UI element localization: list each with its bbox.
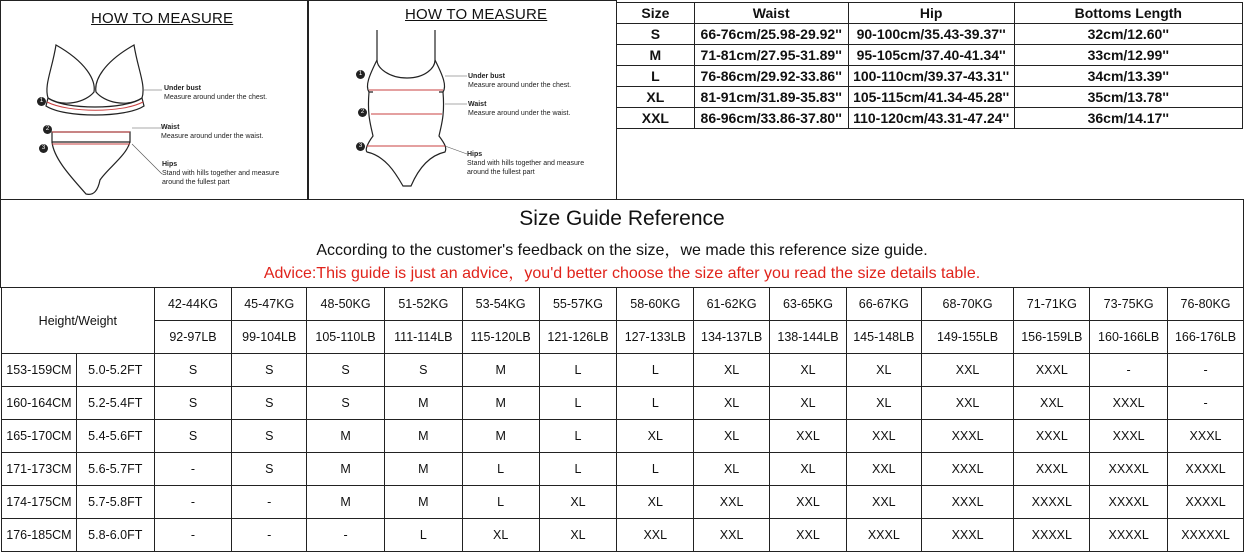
- weight-lb-header: 121-126LB: [539, 321, 617, 354]
- size-cell: XXXL: [921, 453, 1014, 486]
- height-weight-corner-label: Height/Weight: [2, 288, 155, 354]
- size-cell: S: [307, 387, 385, 420]
- weight-lb-header: 149-155LB: [921, 321, 1014, 354]
- size-cell: XXXL: [1090, 420, 1168, 453]
- table-header-row: [617, 3, 1243, 24]
- size-cell: L: [617, 354, 694, 387]
- how-to-measure-title: HOW TO MEASURE: [91, 10, 234, 27]
- size-cell: XL: [617, 486, 694, 519]
- table-cell: 34cm/13.39'': [1014, 66, 1242, 87]
- size-cell: M: [462, 387, 539, 420]
- bottoms-length-header: Bottoms Length: [1014, 3, 1242, 24]
- size-cell: XXL: [921, 387, 1014, 420]
- height-ft-cell: 5.4-5.6FT: [76, 420, 154, 453]
- size-cell: XXXXL: [1014, 486, 1090, 519]
- step-3-badge: 3: [39, 144, 48, 153]
- table-cell: 32cm/12.60'': [1014, 24, 1242, 45]
- weight-kg-header: 66-67KG: [846, 288, 921, 321]
- weight-kg-header: 61-62KG: [694, 288, 770, 321]
- weight-kg-header: 55-57KG: [539, 288, 617, 321]
- size-cell: S: [232, 387, 307, 420]
- size-cell: M: [307, 453, 385, 486]
- table-cell: 95-105cm/37.40-41.34'': [848, 45, 1014, 66]
- weight-kg-header: 68-70KG: [921, 288, 1014, 321]
- table-cell: XXL: [617, 108, 695, 129]
- weight-lb-header: 166-176LB: [1168, 321, 1244, 354]
- table-row: [2, 486, 1244, 519]
- size-cell: M: [384, 453, 462, 486]
- size-cell: XXXL: [1014, 354, 1090, 387]
- height-cm-cell: 165-170CM: [2, 420, 77, 453]
- height-weight-size-table: [1, 287, 1244, 552]
- step-2-badge: 2: [43, 125, 52, 134]
- size-cell: S: [307, 354, 385, 387]
- table-cell: XL: [617, 87, 695, 108]
- height-ft-cell: 5.8-6.0FT: [76, 519, 154, 552]
- table-cell: 90-100cm/35.43-39.37'': [848, 24, 1014, 45]
- kg-header-row: [2, 288, 1244, 321]
- waist-label: [468, 100, 608, 118]
- weight-lb-header: 92-97LB: [154, 321, 232, 354]
- table-cell: 71-81cm/27.95-31.89'': [694, 45, 848, 66]
- size-cell: XXL: [846, 453, 921, 486]
- label-desc: Stand with hills together and measure around the fullest part: [162, 170, 280, 186]
- weight-lb-header: 105-110LB: [307, 321, 385, 354]
- size-cell: S: [232, 354, 307, 387]
- table-cell: 81-91cm/31.89-35.83'': [694, 87, 848, 108]
- under-bust-label: [468, 72, 608, 90]
- height-cm-cell: 160-164CM: [2, 387, 77, 420]
- size-cell: XL: [462, 519, 539, 552]
- height-cm-cell: 153-159CM: [2, 354, 77, 387]
- weight-lb-header: 134-137LB: [694, 321, 770, 354]
- size-cell: M: [384, 420, 462, 453]
- size-cell: L: [539, 420, 617, 453]
- size-cell: XXL: [694, 519, 770, 552]
- size-cell: XXL: [770, 519, 847, 552]
- weight-lb-header: 111-114LB: [384, 321, 462, 354]
- step-1-badge: 1: [37, 97, 46, 106]
- size-cell: L: [539, 387, 617, 420]
- label-desc: Measure around under the chest.: [468, 82, 572, 89]
- table-row: [2, 453, 1244, 486]
- size-cell: XXL: [921, 354, 1014, 387]
- size-cell: XL: [539, 519, 617, 552]
- height-ft-cell: 5.0-5.2FT: [76, 354, 154, 387]
- size-cell: XXXL: [1014, 453, 1090, 486]
- reference-subtitle: According to the customer's feedback on the size，we made this reference size guide.: [316, 242, 928, 259]
- size-cell: XXL: [617, 519, 694, 552]
- height-ft-cell: 5.6-5.7FT: [76, 453, 154, 486]
- how-to-measure-title: HOW TO MEASURE: [405, 6, 548, 23]
- table-cell: M: [617, 45, 695, 66]
- label-name: Hips: [467, 151, 483, 158]
- waist-label: [161, 123, 301, 141]
- size-cell: M: [384, 387, 462, 420]
- size-cell: XXXXL: [1090, 519, 1168, 552]
- reference-advice: Advice:This guide is just an advice，you'd better choose the size after you read the size details table.: [263, 265, 981, 282]
- size-cell: XL: [846, 354, 921, 387]
- label-name: Under bust: [468, 73, 505, 80]
- weight-kg-header: 53-54KG: [462, 288, 539, 321]
- size-cell: S: [232, 420, 307, 453]
- size-cell: S: [154, 387, 232, 420]
- size-cell: L: [462, 486, 539, 519]
- label-desc: Stand with hills together and measure around the fullest part: [467, 160, 585, 176]
- size-cell: -: [232, 519, 307, 552]
- size-cell: L: [617, 387, 694, 420]
- size-cell: XL: [694, 420, 770, 453]
- size-cell: XXL: [694, 486, 770, 519]
- table-cell: 33cm/12.99'': [1014, 45, 1242, 66]
- weight-kg-header: 58-60KG: [617, 288, 694, 321]
- weight-lb-header: 138-144LB: [770, 321, 847, 354]
- weight-kg-header: 45-47KG: [232, 288, 307, 321]
- size-cell: XXL: [770, 420, 847, 453]
- label-desc: Measure around under the waist.: [468, 110, 571, 117]
- size-cell: M: [384, 486, 462, 519]
- size-measurement-table: [616, 2, 1243, 129]
- table-cell: 100-110cm/39.37-43.31'': [848, 66, 1014, 87]
- table-cell: 76-86cm/29.92-33.86'': [694, 66, 848, 87]
- table-row: [2, 420, 1244, 453]
- size-cell: XL: [770, 354, 847, 387]
- weight-kg-header: 42-44KG: [154, 288, 232, 321]
- size-cell: XXXL: [1014, 420, 1090, 453]
- size-cell: XXL: [1014, 387, 1090, 420]
- size-cell: XXL: [846, 420, 921, 453]
- table-row: [617, 108, 1243, 129]
- table-row: [2, 387, 1244, 420]
- size-cell: S: [154, 420, 232, 453]
- step-1-badge: 1: [356, 70, 365, 79]
- size-cell: XXXXL: [1090, 453, 1168, 486]
- table-cell: 35cm/13.78'': [1014, 87, 1242, 108]
- size-cell: XXXXL: [1168, 453, 1244, 486]
- label-desc: Measure around under the waist.: [161, 133, 264, 140]
- size-cell: XXXL: [1090, 387, 1168, 420]
- label-name: Under bust: [164, 85, 201, 92]
- label-name: Hips: [162, 161, 178, 168]
- size-cell: XL: [694, 453, 770, 486]
- lb-header-row: [2, 321, 1244, 354]
- step-3-badge: 3: [356, 142, 365, 151]
- size-cell: XXXXL: [1090, 486, 1168, 519]
- reference-title: Size Guide Reference: [519, 207, 725, 230]
- height-cm-cell: 174-175CM: [2, 486, 77, 519]
- size-cell: M: [462, 420, 539, 453]
- swimsuit-illustration: [355, 26, 475, 196]
- size-table-empty-area: [616, 133, 1244, 200]
- weight-lb-header: 99-104LB: [232, 321, 307, 354]
- size-cell: -: [154, 486, 232, 519]
- size-cell: L: [617, 453, 694, 486]
- label-name: Waist: [161, 124, 180, 131]
- size-cell: XXXL: [921, 486, 1014, 519]
- weight-kg-header: 76-80KG: [1168, 288, 1244, 321]
- size-cell: -: [1168, 354, 1244, 387]
- size-cell: M: [307, 420, 385, 453]
- size-cell: XXXL: [921, 519, 1014, 552]
- size-cell: S: [232, 453, 307, 486]
- table-cell: L: [617, 66, 695, 87]
- weight-lb-header: 127-133LB: [617, 321, 694, 354]
- height-ft-cell: 5.2-5.4FT: [76, 387, 154, 420]
- table-row: [617, 87, 1243, 108]
- size-cell: -: [154, 519, 232, 552]
- table-cell: 36cm/14.17'': [1014, 108, 1242, 129]
- table-row: [2, 354, 1244, 387]
- height-ft-cell: 5.7-5.8FT: [76, 486, 154, 519]
- weight-lb-header: 145-148LB: [846, 321, 921, 354]
- weight-kg-header: 71-71KG: [1014, 288, 1090, 321]
- size-cell: -: [1168, 387, 1244, 420]
- label-desc: Measure around under the chest.: [164, 94, 268, 101]
- size-cell: -: [1090, 354, 1168, 387]
- size-cell: XXXXXL: [1168, 519, 1244, 552]
- size-cell: L: [462, 453, 539, 486]
- size-cell: L: [539, 453, 617, 486]
- table-row: [2, 519, 1244, 552]
- weight-lb-header: 160-166LB: [1090, 321, 1168, 354]
- size-cell: XL: [770, 453, 847, 486]
- size-cell: -: [307, 519, 385, 552]
- height-cm-cell: 171-173CM: [2, 453, 77, 486]
- weight-kg-header: 73-75KG: [1090, 288, 1168, 321]
- bikini-illustration: [34, 40, 164, 200]
- size-cell: XXL: [846, 486, 921, 519]
- step-2-badge: 2: [358, 108, 367, 117]
- size-header: Size: [617, 3, 695, 24]
- size-cell: XL: [770, 387, 847, 420]
- table-cell: S: [617, 24, 695, 45]
- size-cell: S: [384, 354, 462, 387]
- size-cell: L: [384, 519, 462, 552]
- weight-lb-header: 156-159LB: [1014, 321, 1090, 354]
- size-cell: XXL: [770, 486, 847, 519]
- weight-kg-header: 63-65KG: [770, 288, 847, 321]
- weight-kg-header: 48-50KG: [307, 288, 385, 321]
- table-cell: 86-96cm/33.86-37.80'': [694, 108, 848, 129]
- size-cell: S: [154, 354, 232, 387]
- height-cm-cell: 176-185CM: [2, 519, 77, 552]
- table-cell: 66-76cm/25.98-29.92'': [694, 24, 848, 45]
- weight-kg-header: 51-52KG: [384, 288, 462, 321]
- table-row: [617, 24, 1243, 45]
- size-cell: XXXXL: [1168, 486, 1244, 519]
- size-cell: -: [232, 486, 307, 519]
- size-cell: XXXXL: [1014, 519, 1090, 552]
- waist-header: Waist: [694, 3, 848, 24]
- size-cell: XL: [694, 354, 770, 387]
- size-cell: M: [307, 486, 385, 519]
- table-row: [617, 66, 1243, 87]
- size-cell: XL: [539, 486, 617, 519]
- size-cell: XXXL: [846, 519, 921, 552]
- size-cell: XXXL: [1168, 420, 1244, 453]
- size-cell: XL: [846, 387, 921, 420]
- table-cell: 110-120cm/43.31-47.24'': [848, 108, 1014, 129]
- label-name: Waist: [468, 101, 487, 108]
- hip-header: Hip: [848, 3, 1014, 24]
- table-row: [617, 45, 1243, 66]
- weight-lb-header: 115-120LB: [462, 321, 539, 354]
- under-bust-label: [164, 84, 304, 102]
- hips-label: [162, 160, 292, 187]
- size-cell: XXXL: [921, 420, 1014, 453]
- table-cell: 105-115cm/41.34-45.28'': [848, 87, 1014, 108]
- size-cell: L: [539, 354, 617, 387]
- size-cell: M: [462, 354, 539, 387]
- size-cell: XL: [694, 387, 770, 420]
- hips-label: [467, 150, 597, 177]
- size-cell: -: [154, 453, 232, 486]
- size-cell: XL: [617, 420, 694, 453]
